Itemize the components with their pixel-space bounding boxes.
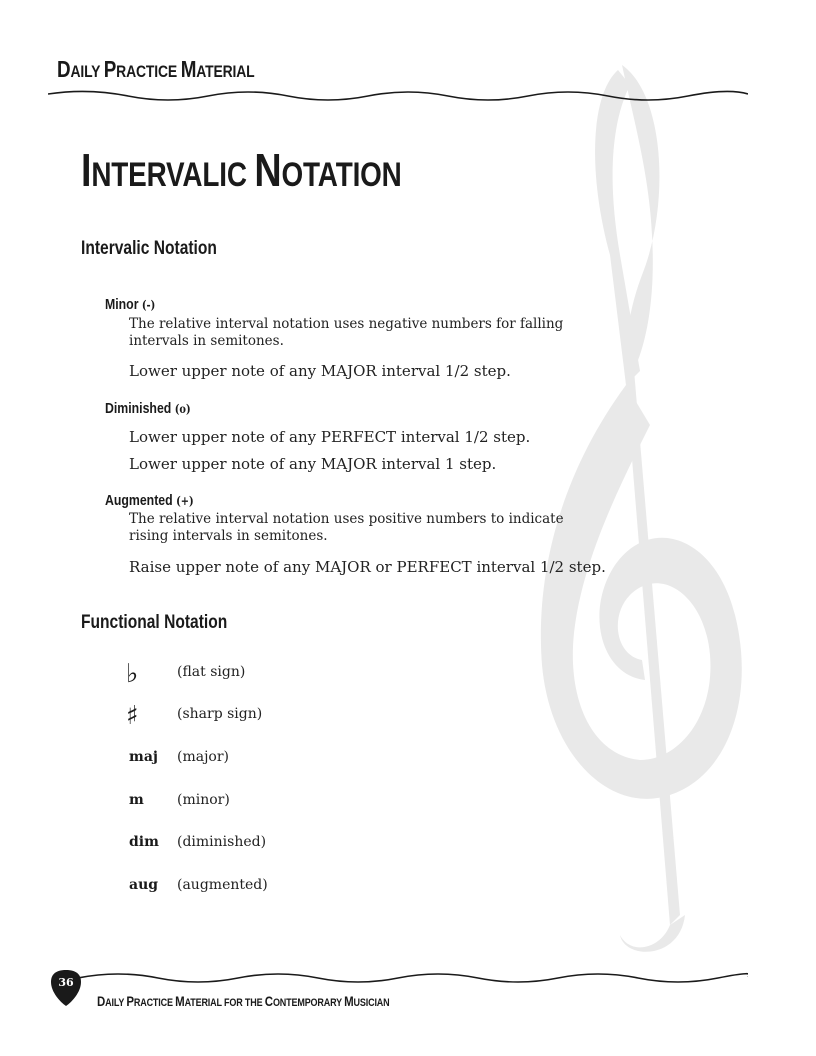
page-title: INTERVALIC NOTATION <box>81 144 402 196</box>
running-footer: DAILY PRACTICE MATERIAL FOR THE CONTEMPORARY MUSICIAN <box>97 993 390 1009</box>
header-wave-divider <box>48 86 748 106</box>
m-symbol: m <box>129 792 144 808</box>
flat-description: (flat sign) <box>177 664 246 680</box>
maj-description: (major) <box>177 749 230 765</box>
footer-wave-divider <box>78 968 748 988</box>
sharp-description: (sharp sign) <box>177 706 263 722</box>
dim-description: (diminished) <box>177 834 267 850</box>
treble-clef-watermark-icon <box>530 55 760 965</box>
flat-icon: ♭ <box>126 659 139 689</box>
augmented-rule: Raise upper note of any MAJOR or PERFECT interval 1/2 step. <box>129 558 606 576</box>
diminished-rule-1: Lower upper note of any PERFECT interval 1/2 step. <box>129 428 531 446</box>
augmented-heading: Augmented (+) <box>105 492 194 509</box>
aug-symbol: aug <box>129 877 159 893</box>
section-heading-intervalic: Intervalic Notation <box>81 238 217 259</box>
maj-symbol: maj <box>129 749 158 765</box>
diminished-heading: Diminished (o) <box>105 400 191 417</box>
page-number-badge <box>51 970 81 1006</box>
section-heading-functional: Functional Notation <box>81 612 228 633</box>
minor-rule: Lower upper note of any MAJOR interval 1/2 step. <box>129 362 511 380</box>
diminished-rule-2: Lower upper note of any MAJOR interval 1 step. <box>129 455 497 473</box>
sharp-icon: ♯ <box>126 701 139 731</box>
aug-description: (augmented) <box>177 877 268 893</box>
minor-heading: Minor (-) <box>105 296 156 313</box>
augmented-note: The relative interval notation uses positive numbers to indicate rising intervals in semitones. <box>129 511 564 544</box>
minor-note: The relative interval notation uses negative numbers for falling intervals in semitones. <box>129 316 564 349</box>
dim-symbol: dim <box>129 834 159 850</box>
running-header: DAILY PRACTICE MATERIAL <box>57 56 255 82</box>
page-number: 36 <box>58 976 74 989</box>
m-description: (minor) <box>177 792 230 808</box>
